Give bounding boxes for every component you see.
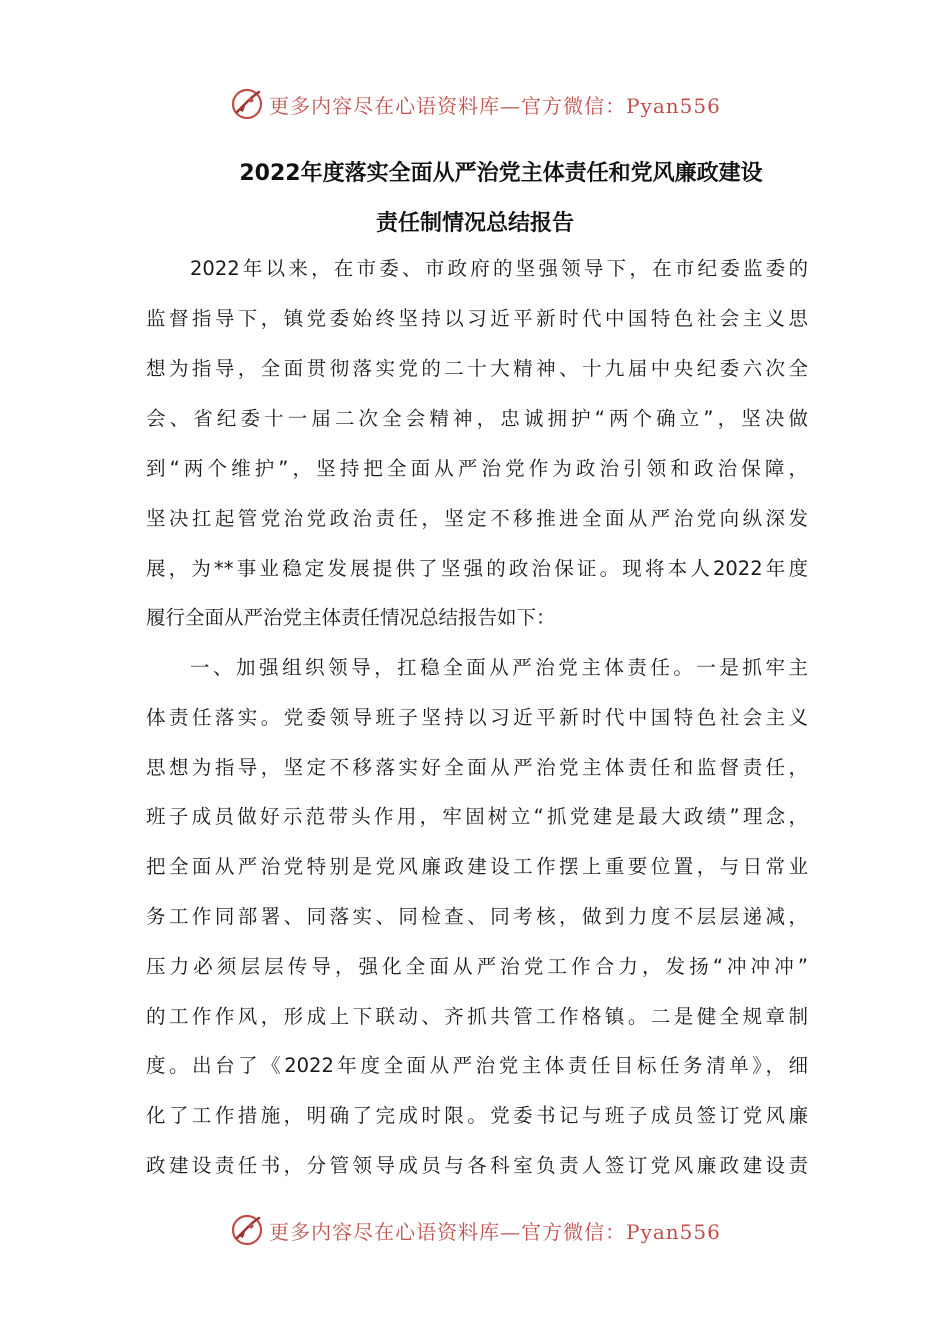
paragraph-line: 思想为指导，坚定不移落实好全面从严治党主体责任和监督责任， xyxy=(146,756,808,779)
document-title-line-1: 2022年度落实全面从严治党主体责任和党风廉政建设 xyxy=(239,161,763,186)
paragraph-line: 度。出台了《2022年度全面从严治党主体责任目标任务清单》，细 xyxy=(146,1054,808,1077)
watermark-banner-bottom xyxy=(0,1210,950,1250)
paragraph-line: 到“两个维护”，坚持把全面从严治党作为政治引领和政治保障， xyxy=(146,457,808,480)
paragraph-line: 展，为**事业稳定发展提供了坚强的政治保证。现将本人2022年度 xyxy=(146,557,808,580)
pen-logo-icon xyxy=(229,1212,265,1248)
pen-logo-icon xyxy=(229,86,265,122)
paragraph-line: 压力必须层层传导，强化全面从严治党工作合力，发扬“冲冲冲” xyxy=(146,955,808,978)
paragraph-line: 监督指导下，镇党委始终坚持以习近平新时代中国特色社会主义思 xyxy=(146,307,808,330)
paragraph-line: 想为指导，全面贯彻落实党的二十大精神、十九届中央纪委六次全 xyxy=(146,357,808,380)
watermark-text: 更多内容尽在心语资料库—官方微信：Pyan556 xyxy=(269,93,721,118)
watermark-banner-top xyxy=(0,84,950,124)
paragraph-line: 一、加强组织领导，扛稳全面从严治党主体责任。一是抓牢主 xyxy=(190,656,808,679)
paragraph-line: 的工作作风，形成上下联动、齐抓共管工作格镇。二是健全规章制 xyxy=(146,1005,808,1028)
paragraph-line: 体责任落实。党委领导班子坚持以习近平新时代中国特色社会主义 xyxy=(146,706,808,729)
document-title-line-2: 责任制情况总结报告 xyxy=(375,211,574,236)
paragraph-line: 坚决扛起管党治党政治责任，坚定不移推进全面从严治党向纵深发 xyxy=(146,507,808,530)
paragraph-line: 务工作同部署、同落实、同检查、同考核，做到力度不层层递减， xyxy=(146,905,808,928)
paragraph-line: 2022年以来，在市委、市政府的坚强领导下，在市纪委监委的 xyxy=(190,257,808,280)
paragraph-line: 班子成员做好示范带头作用，牢固树立“抓党建是最大政绩”理念， xyxy=(146,805,808,828)
paragraph-line: 把全面从严治党特别是党风廉政建设工作摆上重要位置，与日常业 xyxy=(146,855,808,878)
paragraph-line: 会、省纪委十一届二次全会精神，忠诚拥护“两个确立”，坚决做 xyxy=(146,407,808,430)
paragraph-line: 化了工作措施，明确了完成时限。党委书记与班子成员签订党风廉 xyxy=(146,1104,808,1127)
watermark-text: 更多内容尽在心语资料库—官方微信：Pyan556 xyxy=(269,1219,721,1244)
paragraph-line: 履行全面从严治党主体责任情况总结报告如下： xyxy=(146,606,556,629)
paragraph-line: 政建设责任书，分管领导成员与各科室负责人签订党风廉政建设责 xyxy=(146,1154,808,1177)
